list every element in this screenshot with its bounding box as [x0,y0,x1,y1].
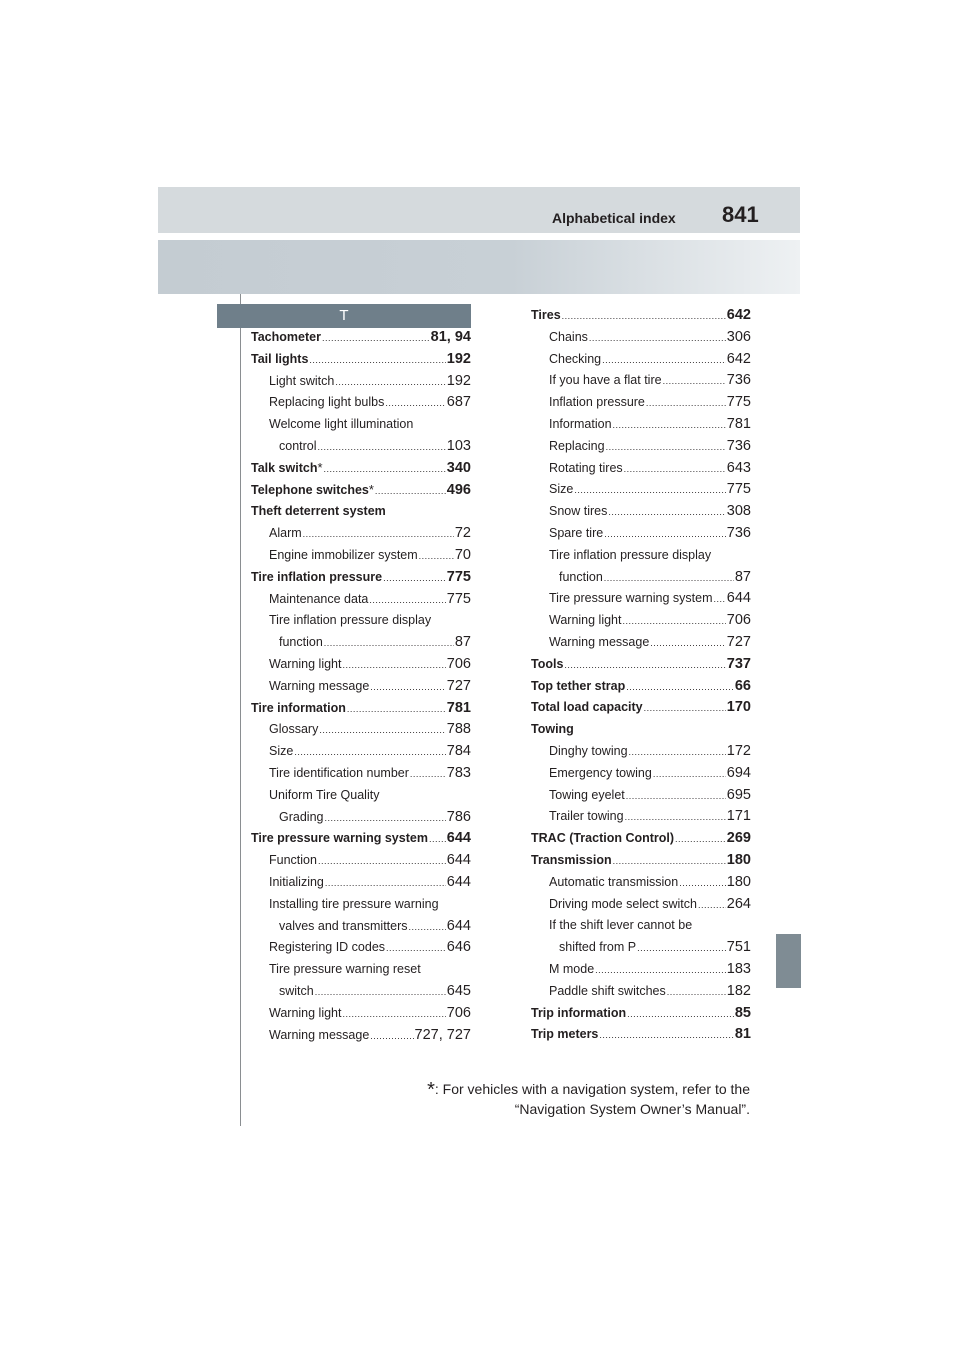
leader-dots [650,633,726,655]
index-entry-label: Light switch [269,373,335,388]
index-entry-page[interactable]: 727 [446,677,471,694]
leader-dots [369,590,445,612]
leader-dots [409,917,446,939]
leader-dots [624,459,726,481]
index-entry [531,1024,751,1046]
index-entry-page[interactable]: 695 [726,786,751,803]
index-entry [531,741,751,763]
leader-dots [386,938,446,960]
index-entry-page[interactable]: 172 [726,742,751,759]
index-entry [251,828,471,850]
index-entry-label: Warning light [269,656,342,671]
index-entry [531,588,751,610]
leader-dots [613,415,726,437]
margin-rule [240,294,241,1126]
index-entry-page[interactable]: 736 [726,437,751,454]
index-entry-label: Automatic transmission [549,874,679,889]
index-entry [251,414,471,436]
index-entry [531,654,751,676]
index-entry-page[interactable]: 308 [726,503,751,520]
index-entry [251,436,471,458]
index-entry-page[interactable]: 775 [726,394,751,411]
index-entry [251,872,471,894]
index-entry-page[interactable]: 180 [726,851,751,868]
index-entry-label: Function [269,853,317,868]
index-entry [251,654,471,676]
index-entry-page[interactable]: 706 [726,612,751,629]
index-entry [251,632,471,654]
index-entry [251,327,471,349]
index-entry-page[interactable]: 644 [446,830,471,847]
leader-dots [385,393,445,415]
index-entry-page[interactable]: 85 [734,1004,751,1021]
index-entry-label: Emergency towing [549,765,652,780]
index-entry-label: Talk switch [251,460,318,475]
index-entry [531,545,751,567]
index-entry-page[interactable]: 192 [446,350,471,367]
footnote-line-2: “Navigation System Owner’s Manual”. [514,1101,750,1117]
index-entry: Telephone switches * ..... 496 [251,480,471,502]
index-entry [531,305,751,327]
index-entry [251,850,471,872]
index-entry [251,545,471,567]
index-entry-label: Tire pressure warning reset [269,962,421,977]
index-entry [531,697,751,719]
index-entry [251,981,471,1003]
index-entry-label: Size [269,744,294,759]
index-entry-page[interactable]: 642 [726,350,751,367]
index-entry [531,479,751,501]
leader-dots [315,982,446,1004]
leader-dots [623,611,726,633]
index-entry-label: If the shift lever cannot be [549,918,693,933]
leader-dots [713,589,725,611]
index-entry-label: Trailer towing [549,809,624,824]
index-entry-page[interactable]: 183 [726,960,751,977]
index-column-left [251,327,471,1046]
index-entry-label: Spare tire [549,525,604,540]
index-entry [251,937,471,959]
leader-dots [324,633,454,655]
index-entry-page[interactable]: 736 [726,372,751,389]
index-entry-page[interactable]: 727, 727 [414,1026,471,1043]
leader-dots [625,807,726,829]
leader-dots [343,1004,446,1026]
index-entry-page[interactable]: 264 [726,895,751,912]
index-entry [531,349,751,371]
index-entry-label: Engine immobilizer system [269,547,418,562]
index-entry-label: function [279,635,323,650]
index-entry-label: Grading [279,809,324,824]
index-entry-label: Tire inflation pressure [251,569,383,584]
leader-dots [589,328,726,350]
leader-dots [318,851,446,873]
index-entry-page[interactable]: 192 [446,372,471,389]
index-entry-label: Towing eyelet [549,787,625,802]
index-entry-label: Driving mode select switch [549,896,697,911]
index-entry [251,392,471,414]
leader-dots [698,895,726,917]
index-entry-page[interactable]: 775 [446,568,471,585]
leader-dots [644,698,726,720]
index-entry-label: Tire information [251,700,346,715]
index-entry-label: function [559,569,603,584]
leader-dots [410,764,446,786]
index-entry-label: Trip information [531,1005,627,1020]
index-entry [251,610,471,632]
index-entry-page[interactable]: 643 [726,459,751,476]
index-entry [531,567,751,589]
leader-dots [629,742,726,764]
index-entry [531,959,751,981]
index-entry [251,807,471,829]
index-entry-page[interactable]: 775 [726,481,751,498]
index-column-right [531,305,751,1046]
leader-dots [613,851,726,873]
index-entry-label: Warning message [269,678,370,693]
index-entry [531,610,751,632]
index-entry-label: TRAC (Traction Control) [531,831,675,846]
leader-dots [370,1026,413,1048]
index-entry-label: Initializing [269,874,324,889]
index-entry [531,501,751,523]
leader-dots [309,350,445,372]
index-entry-page[interactable]: 644 [726,590,751,607]
index-entry [531,414,751,436]
leader-dots [319,720,445,742]
index-entry-label: Total load capacity [531,700,643,715]
index-entry-label: Installing tire pressure warning [269,896,439,911]
index-entry-page[interactable]: 781 [446,699,471,716]
index-entry-page[interactable]: 646 [446,939,471,956]
footnote-star: * [427,1079,435,1101]
index-entry-page[interactable]: 775 [446,590,471,607]
leader-dots [627,1004,734,1026]
leader-dots [419,546,454,568]
index-entry-page[interactable]: 70 [454,546,471,563]
leader-dots [626,786,726,808]
index-entry-label: Warning message [269,1027,370,1042]
index-entry [531,392,751,414]
leader-dots [325,873,446,895]
index-entry [531,436,751,458]
index-entry [251,916,471,938]
index-entry [531,763,751,785]
index-entry-page[interactable]: 306 [726,328,751,345]
index-entry-page[interactable]: 644 [446,852,471,869]
leader-dots [602,350,726,372]
leader-dots [429,829,446,851]
index-entry [531,676,751,698]
leader-dots [324,808,445,830]
index-entry [251,785,471,807]
leader-dots [606,437,726,459]
index-entry [531,523,751,545]
index-entry-page[interactable]: 781 [726,415,751,432]
index-entry-page[interactable]: 694 [726,764,751,781]
leader-dots [604,524,726,546]
index-entry-label: Maintenance data [269,591,369,606]
index-entry-label: Tire inflation pressure display [269,613,432,628]
leader-dots [646,393,726,415]
index-entry [531,458,751,480]
index-entry [531,327,751,349]
index-entry [251,371,471,393]
index-entry [251,1025,471,1047]
index-entry-label: If you have a flat tire [549,373,662,388]
index-entry-page[interactable]: 269 [726,830,751,847]
decorative-band [158,240,800,294]
index-entry-page[interactable]: 727 [726,633,751,650]
index-entry-label: control [279,438,317,453]
index-entry [251,741,471,763]
index-entry [531,981,751,1003]
index-entry [531,915,751,937]
index-entry-label: Tachometer [251,330,321,344]
index-entry [251,523,471,545]
leader-dots [595,960,726,982]
index-entry-page[interactable]: 171 [726,808,751,825]
index-entry-label: Transmission [531,852,612,867]
leader-dots [679,873,726,895]
index-entry-label: Tail lights [251,351,309,366]
index-entry [531,894,751,916]
index-entry-page[interactable]: 736 [726,524,751,541]
index-entry-label: Alarm [269,526,302,541]
leader-dots [383,568,446,590]
leader-dots [675,829,726,851]
index-entry-page[interactable]: 72 [454,525,471,542]
index-entry-label: Trip meters [531,1027,599,1042]
index-entry [531,828,751,850]
index-entry [531,872,751,894]
index-entry [531,632,751,654]
index-entry-label: Top tether strap [531,678,626,693]
header-band [158,187,800,233]
index-entry-label: Tire pressure warning system [549,591,713,606]
leader-dots [626,677,734,699]
leader-dots [667,982,726,1004]
index-entry-label: Tools [531,656,564,671]
index-entry [531,719,751,741]
index-entry-page[interactable]: 751 [726,939,751,956]
leader-dots [347,699,446,721]
index-entry-label: shifted from P [559,940,637,955]
index-entry [531,1003,751,1025]
index-entry-label: Warning light [549,613,622,628]
index-entry-label: Uniform Tire Quality [269,787,380,802]
index-entry-label: valves and transmitters [279,918,408,933]
page-number: 841 [722,202,759,227]
index-entry-page[interactable]: 644 [446,873,471,890]
index-entry [531,806,751,828]
index-entry-page[interactable]: 81 [734,1026,751,1043]
index-entry-page[interactable]: 182 [726,982,751,999]
index-entry-label: Paddle shift switches [549,983,666,998]
footnote-line-1: : For vehicles with a navigation system, refer to the [434,1081,750,1097]
index-entry-page[interactable]: 784 [446,743,471,760]
index-entry-page[interactable]: 737 [726,655,751,672]
index-entry-label: Warning message [549,634,650,649]
index-entry-page[interactable]: 706 [446,1004,471,1021]
index-entry-label: Glossary [269,722,319,737]
index-entry [531,785,751,807]
leader-dots [564,655,725,677]
leader-dots [335,372,445,394]
index-entry-label: Inflation pressure [549,395,645,410]
index-entry-page[interactable]: 496 [446,481,471,498]
index-entry-page[interactable]: 786 [446,808,471,825]
index-entry-page[interactable]: 642 [726,307,751,323]
leader-dots [663,371,726,393]
index-entry-label: Registering ID codes [269,940,386,955]
index-entry-page[interactable]: 644 [446,917,471,934]
index-entry-page[interactable]: 180 [726,873,751,890]
leader-dots [303,524,454,546]
index-entry-label: M mode [549,961,595,976]
index-entry-label: Tires [531,308,561,322]
index-entry-label: Replacing [549,438,605,453]
index-entry-page[interactable]: 687 [446,394,471,411]
index-entry-label: Telephone switches [251,482,369,497]
index-entry [251,501,471,523]
index-entry-label: Checking [549,351,602,366]
index-entry-label: Rotating tires [549,460,623,475]
leader-dots [322,328,430,350]
index-entry-page[interactable]: 783 [446,764,471,781]
page-title: Alphabetical index [552,210,676,226]
index-entry [531,370,751,392]
index-entry [251,567,471,589]
index-entry-label: Welcome light illumination [269,417,414,432]
index-entry-page[interactable]: 645 [446,982,471,999]
section-thumb-tab [776,934,801,988]
index-entry [251,959,471,981]
index-entry-label: Chains [549,329,588,344]
section-letter-heading: T [217,304,471,328]
index-entry [531,937,751,959]
index-entry-label: Tire inflation pressure display [549,547,712,562]
index-entry [251,349,471,371]
leader-dots [574,480,725,502]
index-entry [251,589,471,611]
leader-dots [562,306,726,328]
index-entry-label: Size [549,482,574,497]
index-entry-label: Theft deterrent system [251,504,386,519]
index-entry [251,1003,471,1025]
index-entry [251,698,471,720]
index-entry-page[interactable]: 706 [446,655,471,672]
index-entry-label: switch [279,983,314,998]
index-entry-label: Replacing light bulbs [269,395,385,410]
leader-dots [324,459,446,481]
index-entry-page[interactable]: 87 [734,568,751,585]
index-entry-label: Snow tires [549,504,608,519]
index-entry-page[interactable]: 66 [734,677,751,694]
index-entry-label: Dinghy towing [549,743,628,758]
leader-dots [294,742,445,764]
index-entry [251,719,471,741]
index-entry-label: Information [549,416,612,431]
footnote [400,1080,750,1119]
index-entry-page[interactable]: 170 [726,699,751,716]
index-entry: Talk switch * ..... 340 [251,458,471,480]
index-entry-page[interactable]: 87 [454,634,471,651]
index-entry [251,894,471,916]
index-entry-page[interactable]: 103 [446,437,471,454]
index-entry [251,763,471,785]
leader-dots [608,502,725,524]
leader-dots [604,568,734,590]
index-entry [251,676,471,698]
index-entry-label: Tire pressure warning system [251,831,428,846]
leader-dots [653,764,726,786]
leader-dots [343,655,446,677]
leader-dots [375,481,446,503]
index-entry-page[interactable]: 81, 94 [430,329,471,345]
index-entry-page[interactable]: 788 [446,721,471,738]
index-entry-label: Towing [531,722,574,737]
index-entry [531,850,751,872]
leader-dots [318,437,446,459]
index-entry-label: Warning light [269,1005,342,1020]
leader-dots [637,938,726,960]
leader-dots [370,677,446,699]
leader-dots [599,1025,733,1047]
index-entry-label: Tire identification number [269,765,409,780]
index-entry-page[interactable]: 340 [446,459,471,476]
